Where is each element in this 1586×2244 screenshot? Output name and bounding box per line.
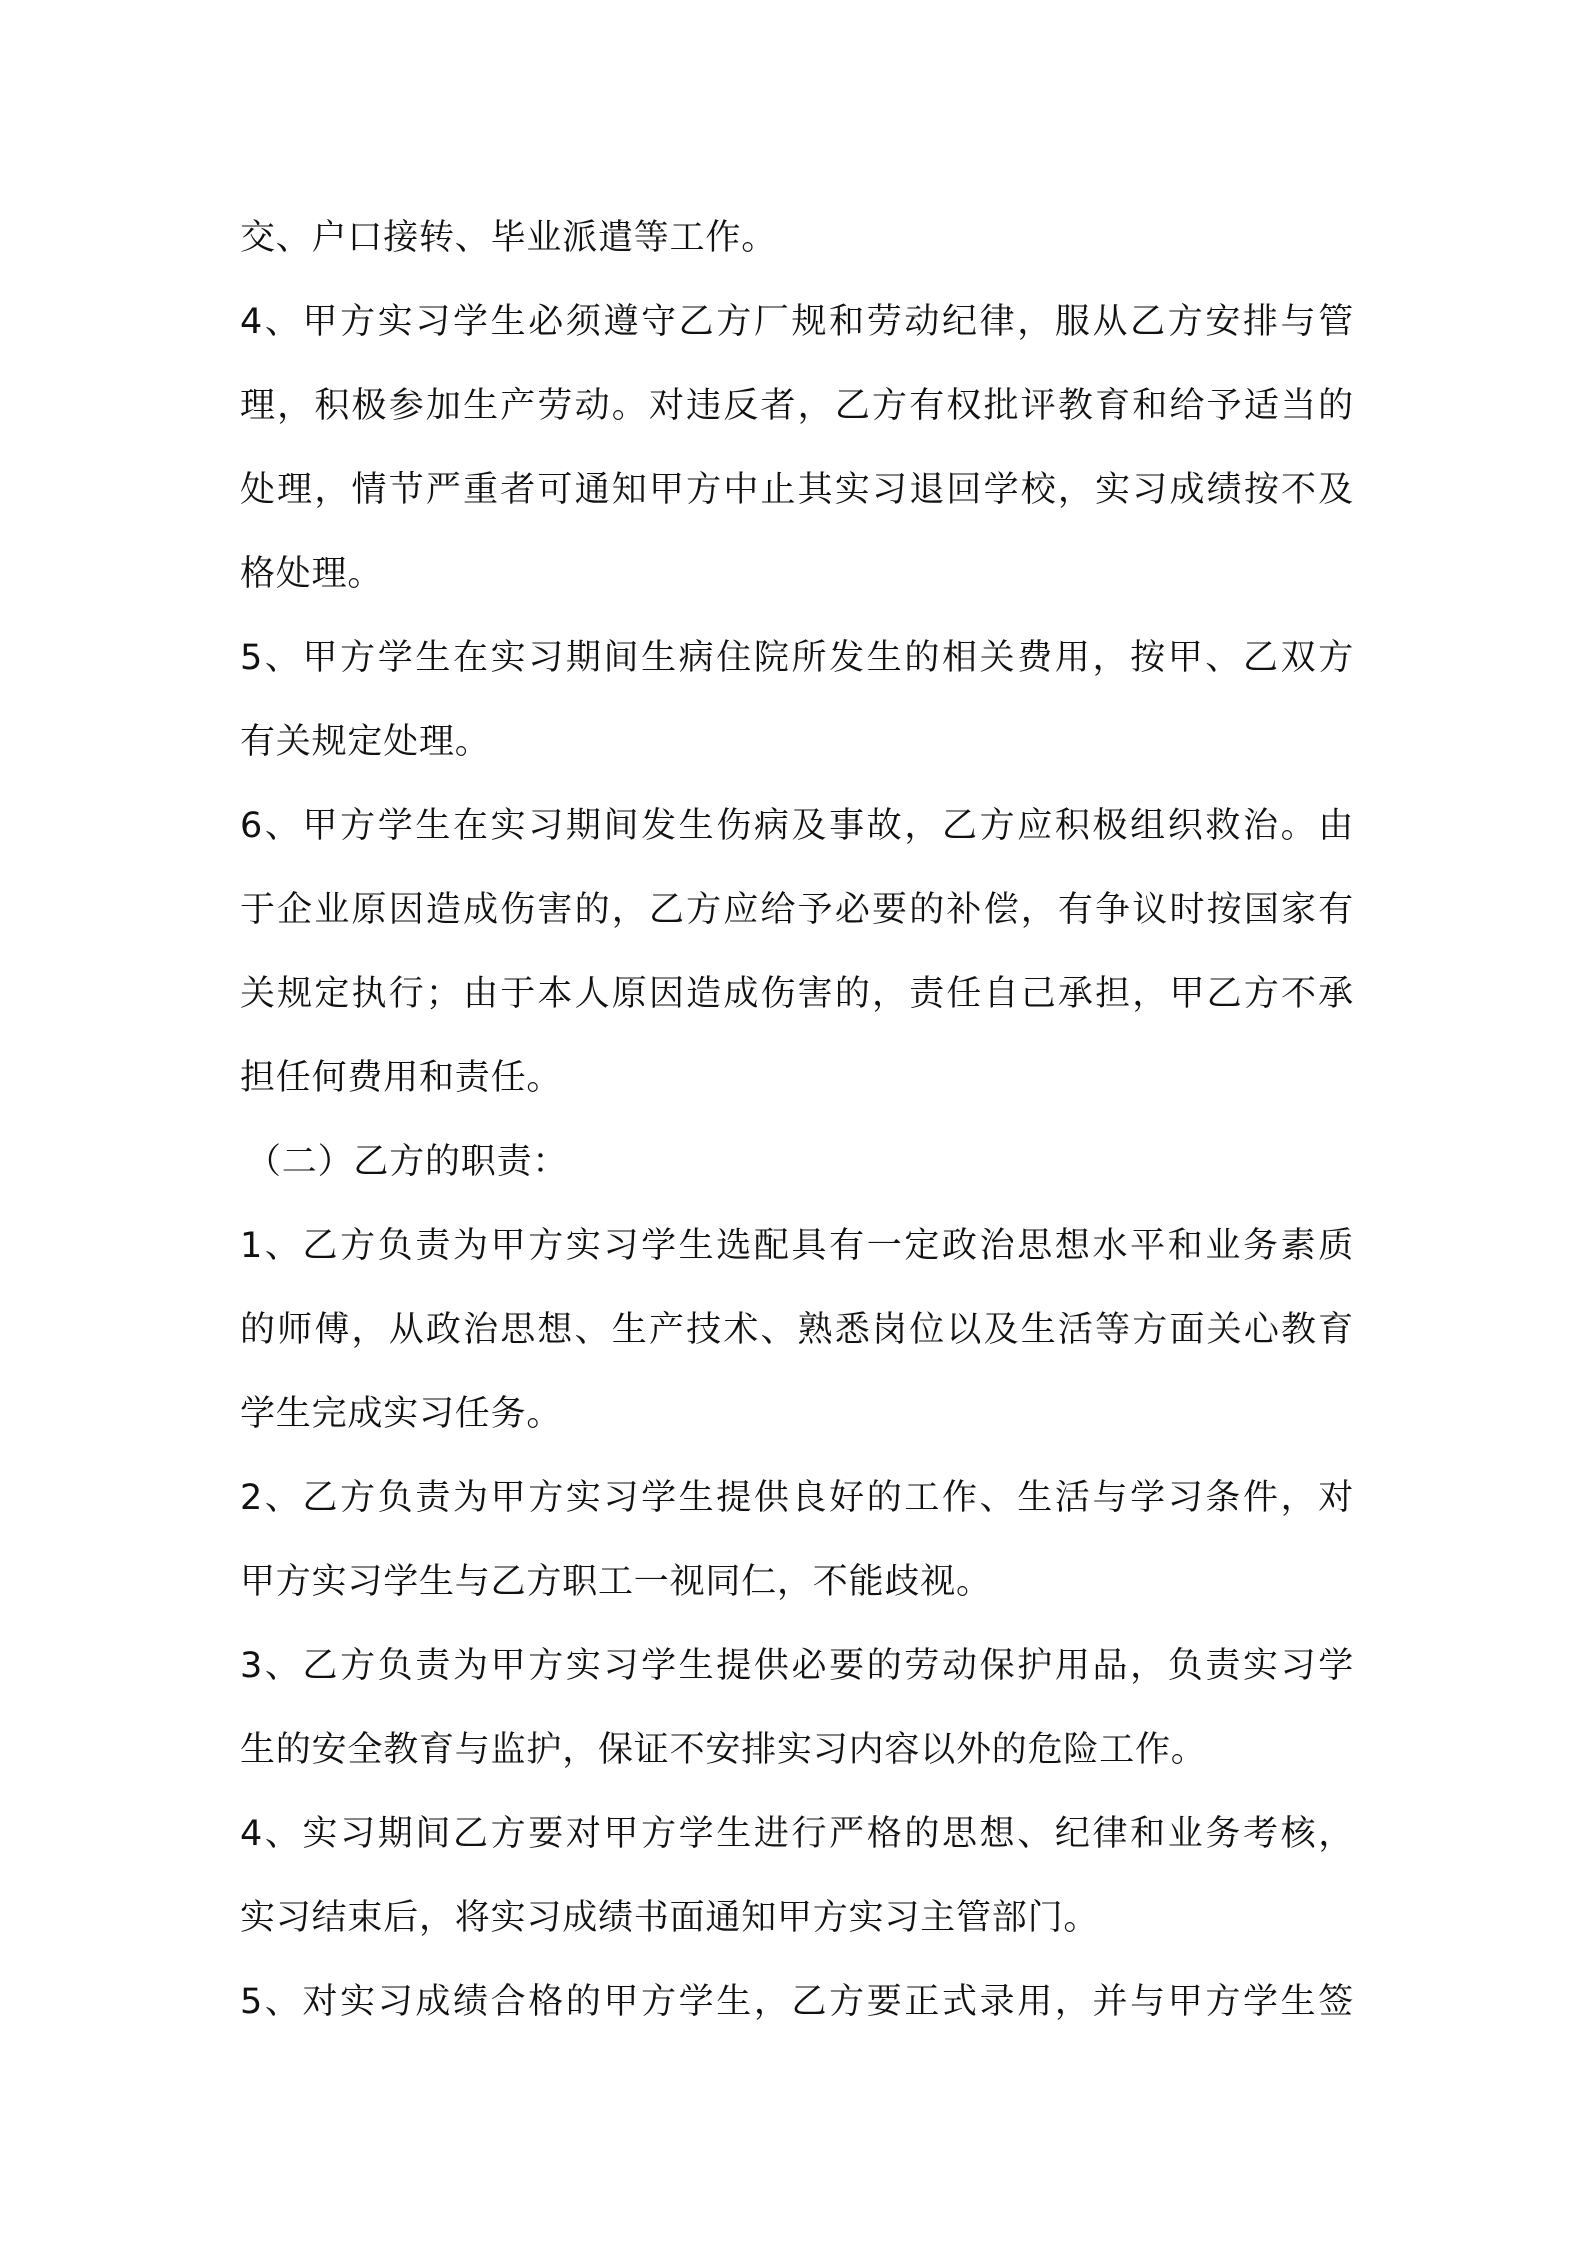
text-line: 5、对实习成绩合格的甲方学生，乙方要正式录用，并与甲方学生签 [240, 1982, 1354, 2022]
text-line: 学生完成实习任务。 [240, 1394, 563, 1434]
text-line: 6、甲方学生在实习期间发生伤病及事故，乙方应积极组织救治。由 [240, 806, 1354, 846]
text-line: 的师傅，从政治思想、生产技术、熟悉岗位以及生活等方面关心教育 [240, 1310, 1354, 1350]
text-line: 5、甲方学生在实习期间生病住院所发生的相关费用，按甲、乙双方 [240, 638, 1354, 678]
text-line: 2、乙方负责为甲方实习学生提供良好的工作、生活与学习条件，对 [240, 1478, 1354, 1518]
section-heading: （二）乙方的职责： [246, 1142, 569, 1182]
text-line: 格处理。 [240, 554, 384, 594]
text-line: 担任何费用和责任。 [240, 1058, 563, 1098]
text-line: 3、乙方负责为甲方实习学生提供必要的劳动保护用品，负责实习学 [240, 1646, 1354, 1686]
document-body [240, 196, 1354, 2044]
text-line: 生的安全教育与监护，保证不安排实习内容以外的危险工作。 [240, 1730, 1207, 1770]
text-line: 4、甲方实习学生必须遵守乙方厂规和劳动纪律，服从乙方安排与管 [240, 302, 1354, 342]
text-line: 有关规定处理。 [240, 722, 491, 762]
text-line: 4、实习期间乙方要对甲方学生进行严格的思想、纪律和业务考核， [240, 1814, 1354, 1854]
text-line: 于企业原因造成伤害的，乙方应给予必要的补偿，有争议时按国家有 [240, 890, 1354, 930]
text-line: 处理，情节严重者可通知甲方中止其实习退回学校，实习成绩按不及 [240, 470, 1354, 510]
text-line: 交、户口接转、毕业派遣等工作。 [240, 218, 778, 258]
text-line: 实习结束后，将实习成绩书面通知甲方实习主管部门。 [240, 1898, 1100, 1938]
text-line: 甲方实习学生与乙方职工一视同仁，不能歧视。 [240, 1562, 992, 1602]
text-line: 理，积极参加生产劳动。对违反者，乙方有权批评教育和给予适当的 [240, 386, 1354, 426]
text-line: 1、乙方负责为甲方实习学生选配具有一定政治思想水平和业务素质 [240, 1226, 1354, 1266]
text-line: 关规定执行；由于本人原因造成伤害的，责任自己承担，甲乙方不承 [240, 974, 1354, 1014]
